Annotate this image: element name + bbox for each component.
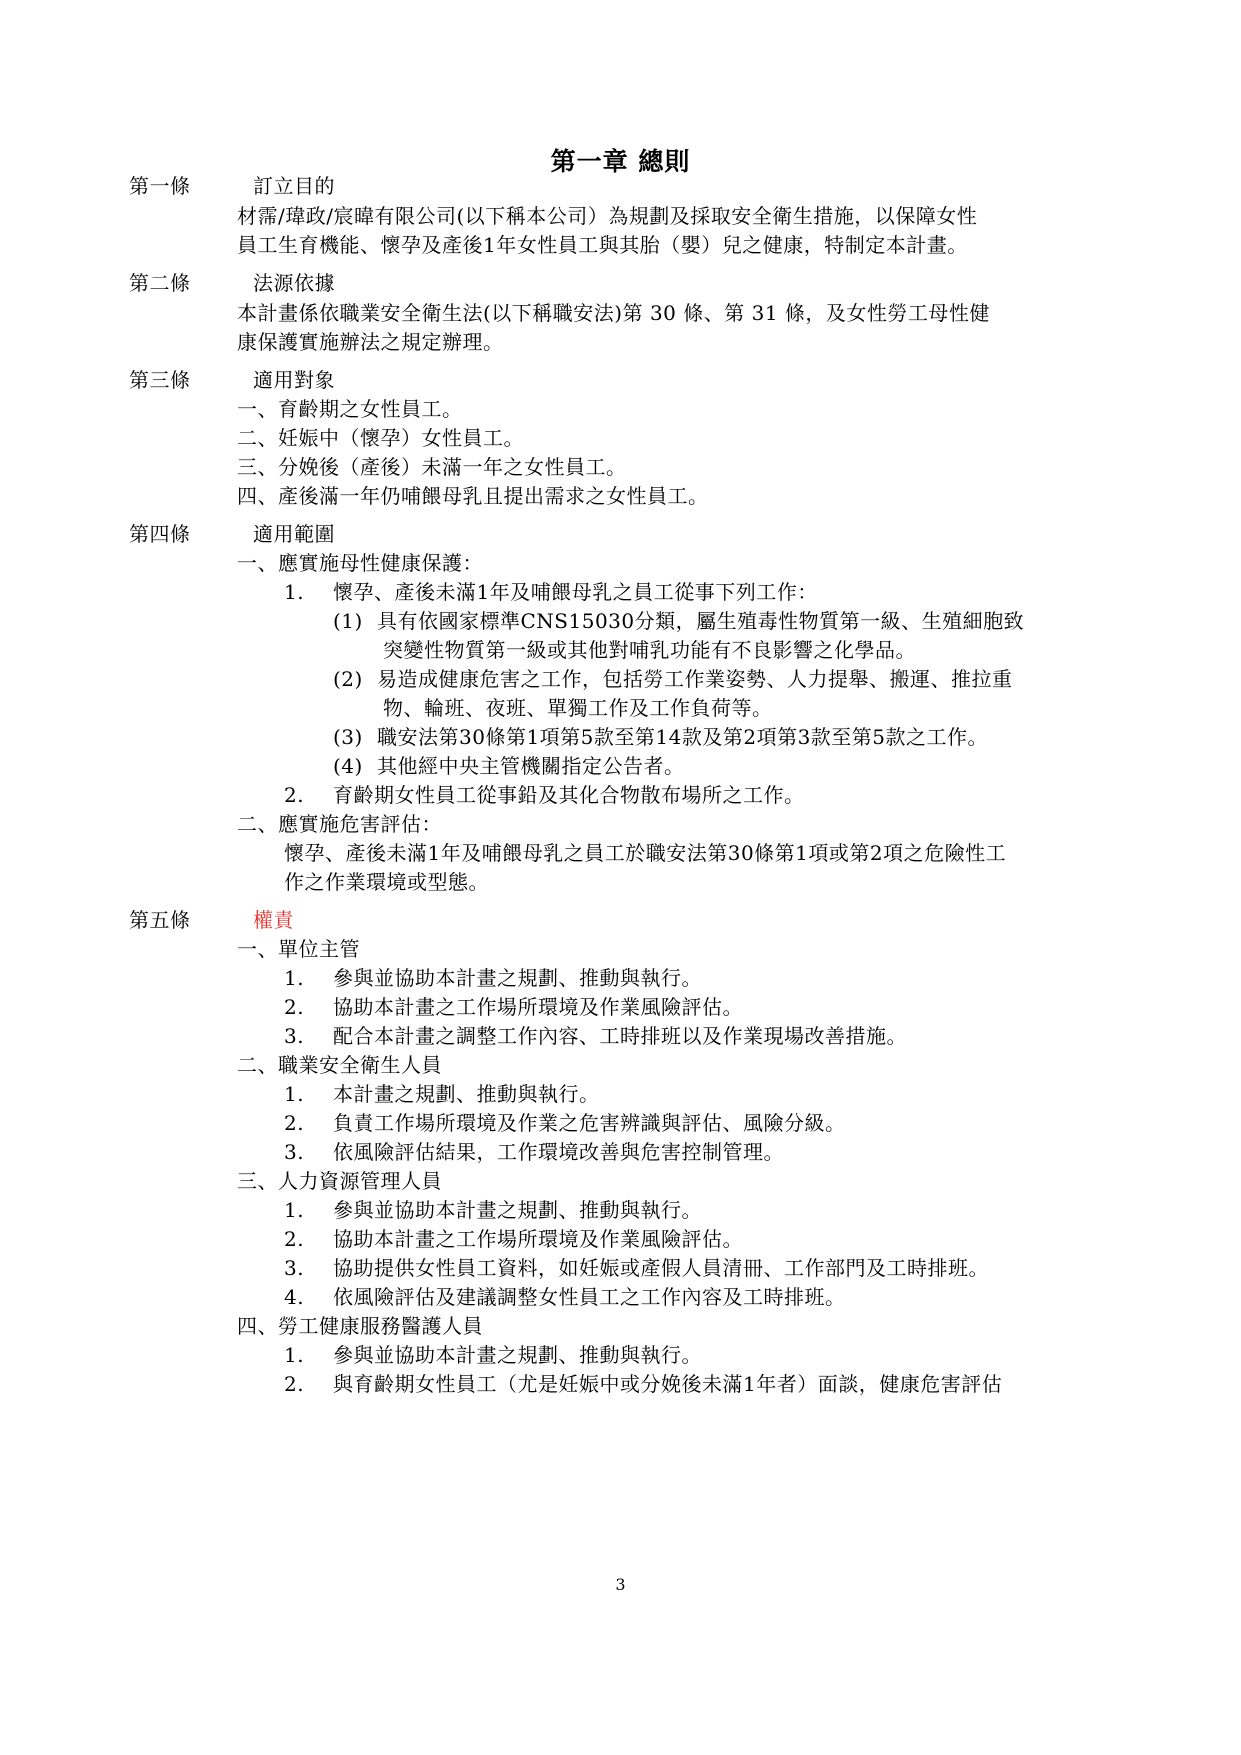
article-heading: 適用範圍: [253, 522, 335, 546]
sub-number: (3): [333, 725, 363, 749]
list-item: 參與並協助本計畫之規劃、推動與執行。: [333, 966, 702, 990]
group-title: 三、人力資源管理人員: [237, 1169, 442, 1193]
list-item: 一、育齡期之女性員工。: [237, 397, 463, 421]
list-item: 依風險評估及建議調整女性員工之工作內容及工時排班。: [333, 1285, 846, 1309]
list-item: 協助本計畫之工作場所環境及作業風險評估。: [333, 995, 743, 1019]
sub-item: 具有依國家標準CNS15030分類，屬生殖毒性物質第一級、生殖細胞致: [377, 609, 1025, 633]
page-number: 3: [615, 1575, 626, 1594]
group-title: 一、單位主管: [237, 937, 360, 961]
list-number: 2.: [284, 1111, 305, 1135]
list-item: 協助提供女性員工資料，如妊娠或產假人員清冊、工作部門及工時排班。: [333, 1256, 989, 1280]
list-item: 負責工作場所環境及作業之危害辨識與評估、風險分級。: [333, 1111, 846, 1135]
list-number: 2.: [284, 1372, 305, 1396]
list-number: 1.: [284, 580, 305, 604]
list-item: 協助本計畫之工作場所環境及作業風險評估。: [333, 1227, 743, 1251]
list-number: 2.: [284, 1227, 305, 1251]
article-number: 第一條: [129, 174, 191, 198]
article-heading: 適用對象: [253, 368, 335, 392]
article-heading: 法源依據: [253, 271, 335, 295]
list-number: 1.: [284, 1082, 305, 1106]
group-title: 二、職業安全衛生人員: [237, 1053, 442, 1077]
sub-number: (1): [333, 609, 363, 633]
group-title: 四、勞工健康服務醫護人員: [237, 1314, 483, 1338]
list-number: 2.: [284, 995, 305, 1019]
article-heading-highlighted: 權責: [253, 908, 294, 932]
list-item: 參與並協助本計畫之規劃、推動與執行。: [333, 1343, 702, 1367]
sub-item-cont: 物、輪班、夜班、單獨工作及工作負荷等。: [383, 696, 773, 720]
sub-number: (2): [333, 667, 363, 691]
paragraph-line: 員工生育機能、懷孕及產後1年女性員工與其胎（嬰）兒之健康，特制定本計畫。: [237, 233, 968, 257]
list-item: 參與並協助本計畫之規劃、推動與執行。: [333, 1198, 702, 1222]
article-number: 第四條: [129, 522, 191, 546]
list-number: 1.: [284, 1198, 305, 1222]
list-item: 四、產後滿一年仍哺餵母乳且提出需求之女性員工。: [237, 484, 709, 508]
list-item: 與育齡期女性員工（尤是妊娠中或分娩後未滿1年者）面談，健康危害評估: [333, 1372, 1003, 1396]
list-item: 二、妊娠中（懷孕）女性員工。: [237, 426, 524, 450]
paragraph-line: 材霈/瑋政/宸暐有限公司(以下稱本公司）為規劃及採取安全衛生措施，以保障女性: [237, 204, 978, 228]
article-number: 第二條: [129, 271, 191, 295]
sub-item: 其他經中央主管機關指定公告者。: [377, 754, 685, 778]
list-number: 3.: [284, 1024, 305, 1048]
article-heading: 訂立目的: [253, 174, 335, 198]
list-number: 1.: [284, 1343, 305, 1367]
article-number: 第五條: [129, 908, 191, 932]
sub-item-cont: 突變性物質第一級或其他對哺乳功能有不良影響之化學品。: [383, 638, 916, 662]
list-number: 4.: [284, 1285, 305, 1309]
article-number: 第三條: [129, 368, 191, 392]
list-number: 2.: [284, 783, 305, 807]
list-item: 育齡期女性員工從事鉛及其化合物散布場所之工作。: [333, 783, 805, 807]
sub-number: (4): [333, 754, 363, 778]
list-item: 配合本計畫之調整工作內容、工時排班以及作業現場改善措施。: [333, 1024, 907, 1048]
list-number: 1.: [284, 966, 305, 990]
chapter-title: 第一章 總則: [550, 147, 691, 176]
list-item: 本計畫之規劃、推動與執行。: [333, 1082, 600, 1106]
paragraph-line: 本計畫係依職業安全衛生法(以下稱職安法)第 30 條、第 31 條，及女性勞工母性健: [237, 301, 990, 325]
sub-item: 易造成健康危害之工作，包括勞工作業姿勢、人力提舉、搬運、推拉重: [377, 667, 1013, 691]
list-number: 3.: [284, 1256, 305, 1280]
paragraph-line: 懷孕、產後未滿1年及哺餵母乳之員工於職安法第30條第1項或第2項之危險性工: [284, 841, 1007, 865]
section-heading: 一、應實施母性健康保護：: [237, 551, 483, 575]
list-item: 依風險評估結果，工作環境改善與危害控制管理。: [333, 1140, 784, 1164]
list-item: 懷孕、產後未滿1年及哺餵母乳之員工從事下列工作：: [333, 580, 818, 604]
sub-item: 職安法第30條第1項第5款至第14款及第2項第3款至第5款之工作。: [377, 725, 989, 749]
paragraph-line: 作之作業環境或型態。: [284, 870, 489, 894]
list-number: 3.: [284, 1140, 305, 1164]
paragraph-line: 康保護實施辦法之規定辦理。: [237, 330, 504, 354]
section-heading: 二、應實施危害評估：: [237, 812, 442, 836]
list-item: 三、分娩後（產後）未滿一年之女性員工。: [237, 455, 627, 479]
